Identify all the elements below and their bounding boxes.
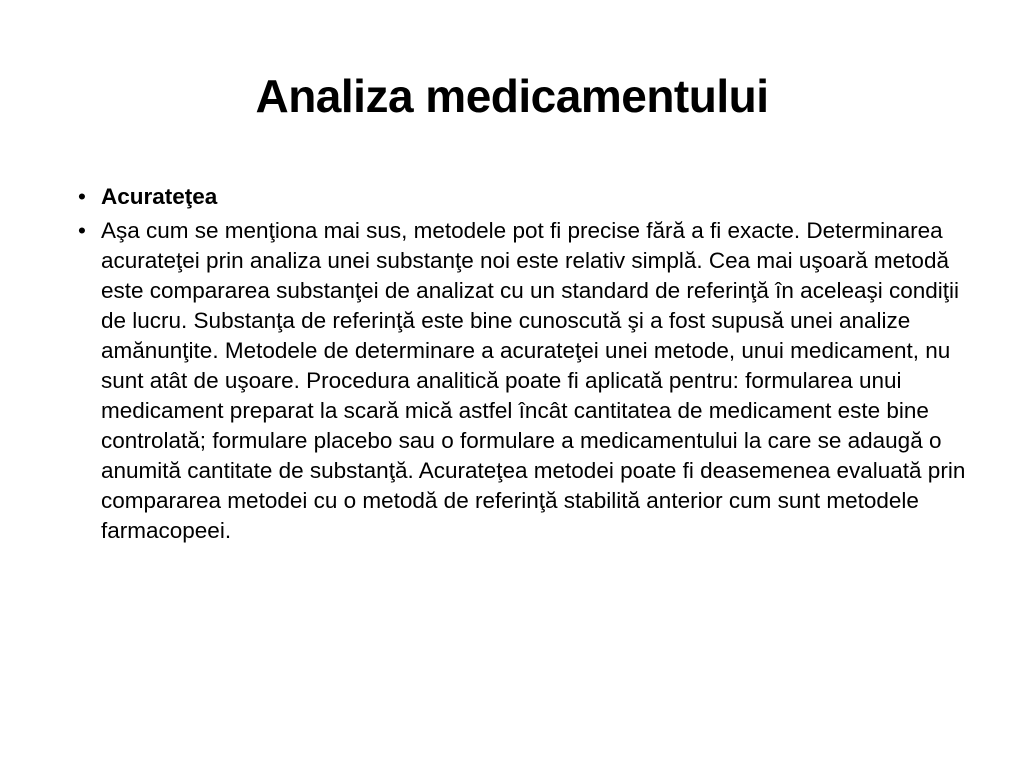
bullet-paragraph-text: Aşa cum se menţiona mai sus, metodele pot fi precise fără a fi exacte. Determinarea acurateţei prin analiza unei substanţe noi este relativ simplă. Cea mai uşoară metodă este compararea substanţei de analizat cu un standard de referinţă în aceleaşi condiţii de lucru. Substanţa de referinţă este bine cunoscută şi a fost supusă unei analize amănunţite. Metodele de determinare a acurateţei unei metode, unui medicament, nu sunt atât de uşoare. Procedura analitică poate fi aplicată pentru: formularea unui medicament preparat la scară mică astfel încât cantitatea de medicament este bine controlată; formulare placebo sau o formulare a medicamentului la care se adaugă o anumită cantitate de substanţă. Acurateţea metodei poate fi deasemenea evaluată prin compararea metodei cu o metodă de referinţă stabilită anterior cum sunt metodele farmacopeei. (101, 218, 966, 543)
bullet-icon: • (78, 184, 86, 209)
bullet-list (78, 182, 978, 550)
bullet-icon: • (78, 218, 86, 243)
bullet-item-heading (78, 182, 978, 212)
slide-title: Analiza medicamentului (255, 70, 769, 122)
bullet-item-paragraph (78, 216, 978, 546)
bullet-heading-text: Acurateţea (101, 184, 218, 209)
